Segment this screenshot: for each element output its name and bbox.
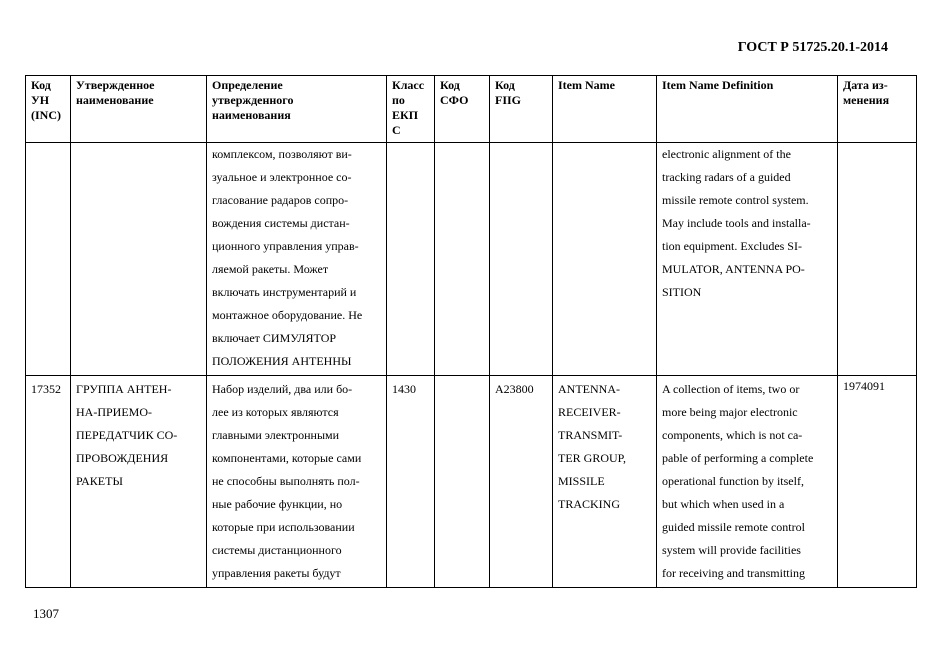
col-header-sfo [435,76,490,143]
text-line: ЕКП [392,108,419,122]
col-header-item-definition [657,76,838,143]
text-line: которые при использовании [212,520,355,534]
text-line: ГРУППА АНТЕН- [76,382,172,396]
text-line: ные рабочие функции, но [212,497,343,511]
text-line: tion equipment. Excludes SI- [662,239,802,253]
text-line: управления ракеты будут [212,566,341,580]
text-line: зуальное и электронное со- [212,170,352,184]
text-line: включает СИМУЛЯТОР [212,331,337,345]
text-line: FIIG [495,93,522,107]
text-line: missile remote control system. [662,193,809,207]
text-line: лее из которых являются [212,405,339,419]
text-line: pable of performing a complete [662,451,814,465]
text-line: RECEIVER- [558,405,621,419]
catalog-table [25,75,917,588]
text-line: УН [31,93,50,107]
text-line: Набор изделий, два или бо- [212,382,353,396]
text-line: MULATOR, ANTENNA PO- [662,262,805,276]
text-line: системы дистанционного [212,543,342,557]
table-row [26,143,917,376]
text-line: TER GROUP, [558,451,627,465]
text-line: по [392,93,405,107]
cell-item-name [553,376,657,588]
cell-item-definition [657,376,838,588]
cell-inc-text: 17352 [31,382,61,396]
col-header-definition [207,76,387,143]
cell-inc [26,143,71,376]
text-line: комплексом, позволяют ви- [212,147,352,161]
text-line: наименования [212,108,291,122]
text-line: включать инструментарий и [212,285,357,299]
text-line: for receiving and transmitting [662,566,805,580]
text-line: монтажное оборудование. Не [212,308,363,322]
cell-fiig [490,376,553,588]
cell-name [71,143,207,376]
cell-inc [26,376,71,588]
text-line: components, which is not ca- [662,428,803,442]
text-line: more being major electronic [662,405,798,419]
text-line: не способны выполнять пол- [212,474,360,488]
text-line: system will provide facilities [662,543,801,557]
table-row [26,376,917,588]
cell-class [387,376,435,588]
text-line: ционного управления управ- [212,239,359,253]
document-header: ГОСТ Р 51725.20.1-2014 [737,40,888,55]
text-line: Код [440,78,460,92]
text-line: SITION [662,285,702,299]
col-header-name [71,76,207,143]
text-line: TRANSMIT- [558,428,623,442]
text-line: ПЕРЕДАТЧИК СО- [76,428,178,442]
cell-definition [207,376,387,588]
cell-date [838,376,917,588]
col-header-class [387,76,435,143]
text-line: НА-ПРИЕМО- [76,405,152,419]
text-line: May include tools and installa- [662,216,811,230]
cell-name [71,376,207,588]
text-line: (INC) [31,108,61,122]
col-header-date [838,76,917,143]
text-line: Определение [212,78,283,92]
text-line: менения [843,93,890,107]
cell-class-text: 1430 [392,382,416,396]
text-line: guided missile remote control [662,520,805,534]
cell-item-definition [657,143,838,376]
cell-fiig [490,143,553,376]
text-line: MISSILE [558,474,605,488]
text-line: Код [31,78,51,92]
col-header-fiig [490,76,553,143]
table-header-row [26,76,917,143]
cell-fiig-text: A23800 [495,382,534,396]
col-header-inc [26,76,71,143]
text-line: РАКЕТЫ [76,474,123,488]
text-line: вождения системы дистан- [212,216,350,230]
text-line: ПРОВОЖДЕНИЯ [76,451,169,465]
text-line: Утвержденное [76,78,155,92]
text-line: Item Name Definition [662,78,774,92]
text-line: утвержденного [212,93,294,107]
text-line: Дата из- [843,78,888,92]
text-line: A collection of items, two or [662,382,800,396]
text-line: operational function by itself, [662,474,804,488]
text-line: TRACKING [558,497,620,511]
text-line: Класс [392,78,425,92]
text-line: С [392,123,401,137]
text-line: наименование [76,93,154,107]
text-line: electronic alignment of the [662,147,791,161]
cell-date [838,143,917,376]
page-number: 1307 [33,606,59,621]
cell-date-text: 1974091 [843,379,885,393]
cell-definition [207,143,387,376]
text-line: ляемой ракеты. Может [212,262,329,276]
text-line: СФО [440,93,469,107]
text-line: tracking radars of a guided [662,170,791,184]
text-line: ПОЛОЖЕНИЯ АНТЕННЫ [212,354,352,368]
text-line: главными электронными [212,428,340,442]
cell-sfo [435,376,490,588]
text-line: компонентами, которые сами [212,451,362,465]
cell-item-name [553,143,657,376]
text-line: гласование радаров сопро- [212,193,349,207]
text-line: Код [495,78,515,92]
text-line: but which when used in a [662,497,785,511]
cell-class [387,143,435,376]
text-line: ANTENNA- [558,382,620,396]
text-line: Item Name [558,78,615,92]
col-header-item-name [553,76,657,143]
cell-sfo [435,143,490,376]
